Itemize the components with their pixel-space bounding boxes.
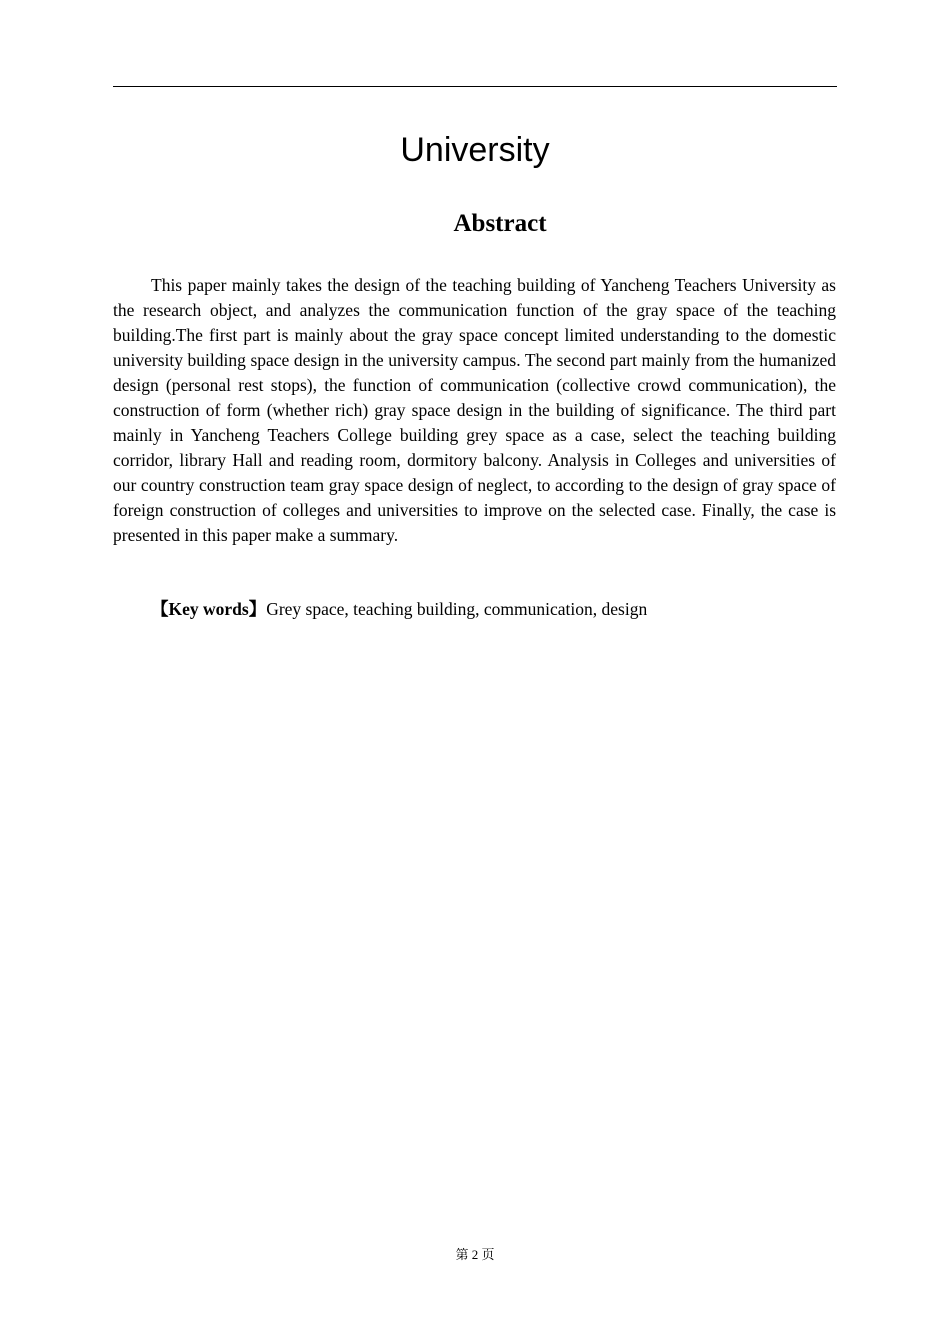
keywords-text: Grey space, teaching building, communication, design — [266, 599, 648, 619]
document-title: University — [400, 131, 550, 169]
abstract-heading: Abstract — [453, 210, 547, 237]
page-number: 第 2 页 — [455, 1247, 495, 1262]
keywords-label: 【Key words】 — [151, 599, 267, 619]
keywords-line — [151, 597, 841, 622]
abstract-paragraph: This paper mainly takes the design of the teaching building of Yancheng Teachers University as the research object, and analyzes the communication function of the gray space of the teaching building.The first part is mainly about the gray space concept limited understanding to the domestic university building space design in the university campus. The second part mainly from the humanized design (personal rest stops), the function of communication (collective crowd communication), the construction of form (whether rich) gray space design in the building of significance. The third part mainly in Yancheng Teachers College building grey space as a case, select the teaching building corridor, library Hall and reading room, dormitory balcony. Analysis in Colleges and universities of our country construction team gray space design of neglect, to according to the design of gray space of foreign construction of colleges and universities to improve on the selected case. Finally, the case is presented in this paper make a summary. — [113, 275, 836, 545]
header-rule — [113, 86, 837, 87]
